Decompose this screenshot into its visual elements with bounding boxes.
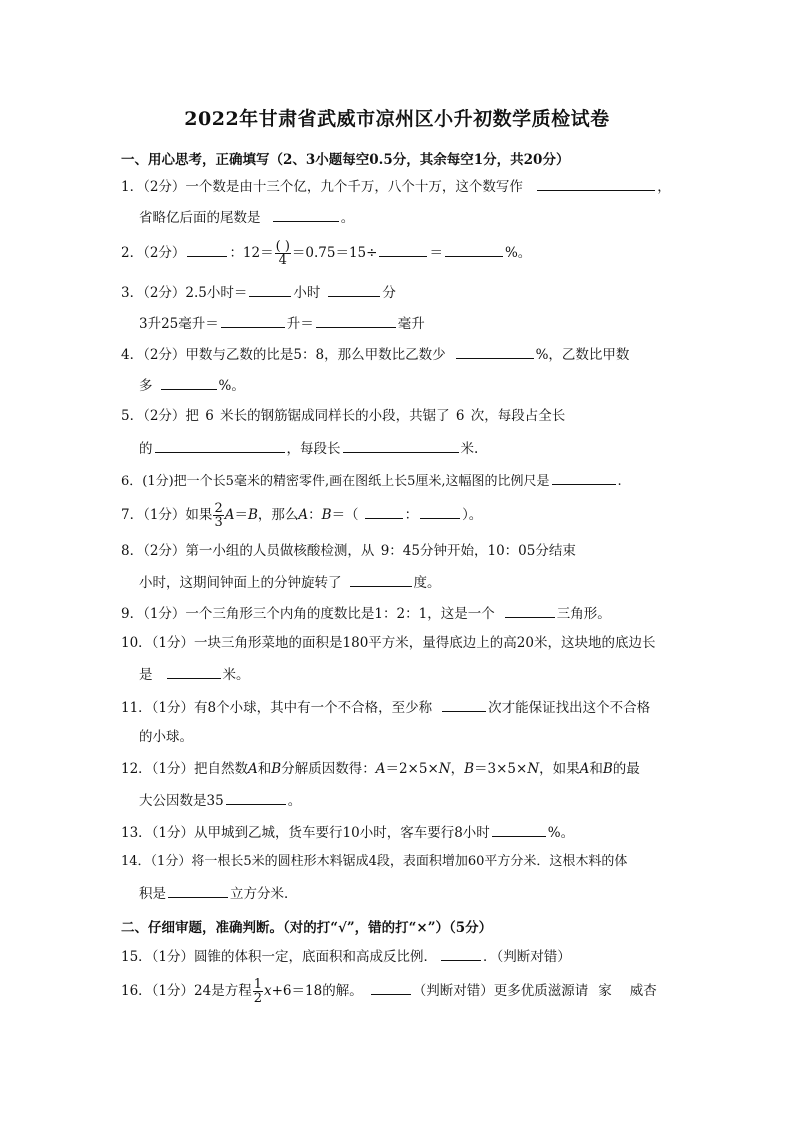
question-16-text: 威杏 xyxy=(629,983,657,999)
answer-blank xyxy=(505,603,555,618)
question-6 xyxy=(121,470,622,491)
question-7 xyxy=(121,502,482,529)
var-b: B xyxy=(271,761,282,777)
question-15-text: 15．（1分）圆锥的体积一定，底面积和高成反比例． xyxy=(121,949,438,965)
answer-blank xyxy=(537,176,655,191)
var-b: B xyxy=(321,507,332,523)
question-12 xyxy=(121,760,640,778)
answer-blank xyxy=(420,504,460,519)
answer-blank xyxy=(456,344,534,359)
answer-blank xyxy=(161,375,217,390)
fraction-numerator: 2 xyxy=(214,501,223,516)
question-16-text: +6＝18的解。 xyxy=(271,983,363,999)
question-3-text: 升＝ xyxy=(286,316,314,332)
question-11-text: 的小球。 xyxy=(139,729,193,745)
answer-blank xyxy=(168,883,228,898)
question-7-text: ＝（ xyxy=(331,507,359,523)
answer-blank xyxy=(492,822,546,837)
question-8 xyxy=(121,542,576,560)
question-1-text-2: 省略亿后面的尾数是 xyxy=(139,210,261,226)
question-10-text: 10．（1分）一块三角形菜地的面积是180平方米，量得底边上的高20米，这块地的底边长 xyxy=(121,635,656,651)
question-16-text: 16．（1分）24是方程 xyxy=(121,983,252,999)
question-14 xyxy=(121,853,627,871)
question-9 xyxy=(121,603,611,623)
question-14-text: 立方分米． xyxy=(230,886,298,902)
punct: 。 xyxy=(287,793,302,809)
punct: ， xyxy=(657,179,671,195)
question-14-text: 积是 xyxy=(139,886,166,902)
question-4-text: 多 xyxy=(139,378,153,394)
question-6-text: 6．(1分)把一个长5毫米的精密零件,画在图纸上长5厘米,这幅图的比例尺是 xyxy=(121,474,550,489)
answer-blank xyxy=(441,946,481,961)
question-2-text: ：12＝ xyxy=(229,245,274,261)
question-16 xyxy=(121,978,657,1005)
question-3-text: 3升25毫升＝ xyxy=(139,316,219,332)
question-5-cont xyxy=(139,438,478,458)
punct: . xyxy=(617,474,622,489)
answer-blank xyxy=(249,282,291,297)
question-12-text: 的最 xyxy=(612,761,640,777)
question-3-text: 3．（2分）2.5小时＝ xyxy=(121,285,248,301)
question-10-cont xyxy=(139,664,250,684)
var-a: A xyxy=(579,761,590,777)
question-11-text: 次才能保证找出这个不合格 xyxy=(488,700,651,716)
question-12-cont xyxy=(139,790,301,810)
question-4-cont xyxy=(139,375,245,395)
section-2-heading: 二、仔细审题，准确判断。（对的打“√”，错的打“×”）（5分） xyxy=(121,920,493,936)
question-2-text: %。 xyxy=(504,245,532,261)
question-4-text: %。 xyxy=(218,378,245,394)
question-1-cont xyxy=(139,207,354,227)
var-b: B xyxy=(464,761,474,777)
page-title: 2022年甘肃省武威市凉州区小升初数学质检试卷 xyxy=(184,108,610,130)
var-n: N xyxy=(527,761,540,777)
var-b: B xyxy=(247,507,258,523)
answer-blank xyxy=(273,207,339,222)
question-12-text: 12．（1分）把自然数 xyxy=(121,761,249,777)
answer-blank xyxy=(187,242,227,257)
question-2-text: ＝0.75＝15÷ xyxy=(291,245,378,261)
answer-blank xyxy=(371,980,411,995)
fraction-numerator: ( ) xyxy=(275,239,290,254)
question-4-text: %，乙数比甲数 xyxy=(535,347,630,363)
section-1-heading: 一、用心思考，正确填写（2、3小题每空0.5分，其余每空1分，共20分） xyxy=(121,152,570,168)
var-b: B xyxy=(602,761,613,777)
fraction xyxy=(275,240,291,267)
question-12-text: 大公因数是35 xyxy=(139,793,224,809)
question-3-text: 小时 xyxy=(293,285,321,301)
question-7-text: 7．（1分）如果 xyxy=(121,507,213,523)
var-n: N xyxy=(438,761,451,777)
question-9-text: 9．（1分）一个三角形三个内角的度数比是1：2：1，这是一个 xyxy=(121,606,495,622)
question-1 xyxy=(121,176,671,196)
question-3 xyxy=(121,282,396,302)
answer-blank xyxy=(350,572,412,587)
question-4-text: 4．（2分）甲数与乙数的比是5：8，那么甲数比乙数少 xyxy=(121,347,446,363)
question-12-text: 分解质因数得： xyxy=(281,761,376,777)
question-12-text: 和 xyxy=(257,761,272,777)
question-8-text: 8．（2分）第一小组的人员做核酸检测，从 9：45分钟开始，10：05分结束 xyxy=(121,543,576,559)
answer-blank xyxy=(226,790,286,805)
fraction-numerator: 1 xyxy=(253,977,262,992)
question-11 xyxy=(121,697,650,717)
var-a: A xyxy=(298,507,309,523)
fraction xyxy=(213,502,223,529)
answer-blank xyxy=(445,242,503,257)
question-8-text: 度。 xyxy=(413,575,441,591)
question-4 xyxy=(121,344,629,364)
question-11-cont xyxy=(139,728,193,746)
question-14-cont xyxy=(139,883,298,903)
question-3-text: 毫升 xyxy=(397,316,425,332)
question-14-text: 14．（1分）将一根长5米的圆柱形木料锯成4段，表面积增加60平方分米．这根木料的体 xyxy=(121,854,628,869)
question-7-text: ＝ xyxy=(234,507,248,523)
question-1-text: 1．（2分）一个数是由十三个亿，九个千万，八个十万，这个数写作 xyxy=(121,179,523,195)
fraction-denominator: 3 xyxy=(214,515,223,530)
question-7-text: ： xyxy=(404,507,419,523)
question-5 xyxy=(121,407,565,425)
question-7-text: ）。 xyxy=(462,507,483,523)
question-5-text: 的 xyxy=(139,441,153,457)
fraction-denominator: 2 xyxy=(253,991,262,1006)
answer-blank xyxy=(221,313,285,328)
answer-blank xyxy=(155,438,285,453)
question-3-text: 分 xyxy=(382,285,396,301)
var-a: A xyxy=(224,507,235,523)
question-2-label: 2．（2分） xyxy=(121,245,186,261)
question-8-text: 小时，这期间钟面上的分钟旋转了 xyxy=(139,575,342,591)
question-16-text: 家 xyxy=(598,983,612,999)
question-10 xyxy=(121,634,655,652)
question-7-text: ： xyxy=(308,507,322,523)
var-a: A xyxy=(248,761,258,777)
answer-blank xyxy=(328,282,380,297)
question-11-text: 11．（1分）有8个小球，其中有一个不合格，至少称 xyxy=(121,700,433,716)
question-13-text: %。 xyxy=(547,825,575,841)
answer-blank xyxy=(552,470,616,485)
question-7-text: ，那么 xyxy=(257,507,299,523)
question-15-text: ．（判断对错） xyxy=(483,949,571,965)
question-12-text: ，如果 xyxy=(539,761,580,777)
question-12-text: 和 xyxy=(589,761,603,777)
question-5-text: 5．（2分）把 6 米长的钢筋锯成同样长的小段，共锯了 6 次，每段占全长 xyxy=(121,408,566,424)
question-12-text: ＝3×5× xyxy=(474,761,528,777)
question-13-text: 13．（1分）从甲城到乙城，货车要行10小时，客车要行8小时 xyxy=(121,825,490,841)
question-2-text: ＝ xyxy=(429,245,443,261)
question-8-cont xyxy=(139,572,441,592)
question-5-text: 米. xyxy=(460,441,479,457)
question-13 xyxy=(121,822,574,842)
answer-blank xyxy=(343,438,459,453)
question-10-text: 是 xyxy=(139,667,153,683)
question-2 xyxy=(121,240,531,267)
question-16-text: （判断对错）更多优质滋源请 xyxy=(412,983,589,999)
question-12-text: ， xyxy=(450,761,465,777)
var-x: x xyxy=(263,983,272,999)
answer-blank xyxy=(316,313,396,328)
answer-blank xyxy=(365,504,403,519)
punct: 。 xyxy=(340,210,355,226)
question-9-text: 三角形。 xyxy=(556,606,611,622)
question-15 xyxy=(121,946,571,966)
answer-blank xyxy=(442,697,486,712)
answer-blank xyxy=(379,242,427,257)
question-5-text: ，每段长 xyxy=(286,441,341,457)
fraction xyxy=(253,978,263,1005)
answer-blank xyxy=(167,664,221,679)
question-3-cont xyxy=(139,313,425,333)
fraction-denominator: 4 xyxy=(278,253,287,268)
var-a: A xyxy=(375,761,386,777)
question-10-text: 米。 xyxy=(222,667,250,683)
question-12-text: ＝2×5× xyxy=(385,761,439,777)
